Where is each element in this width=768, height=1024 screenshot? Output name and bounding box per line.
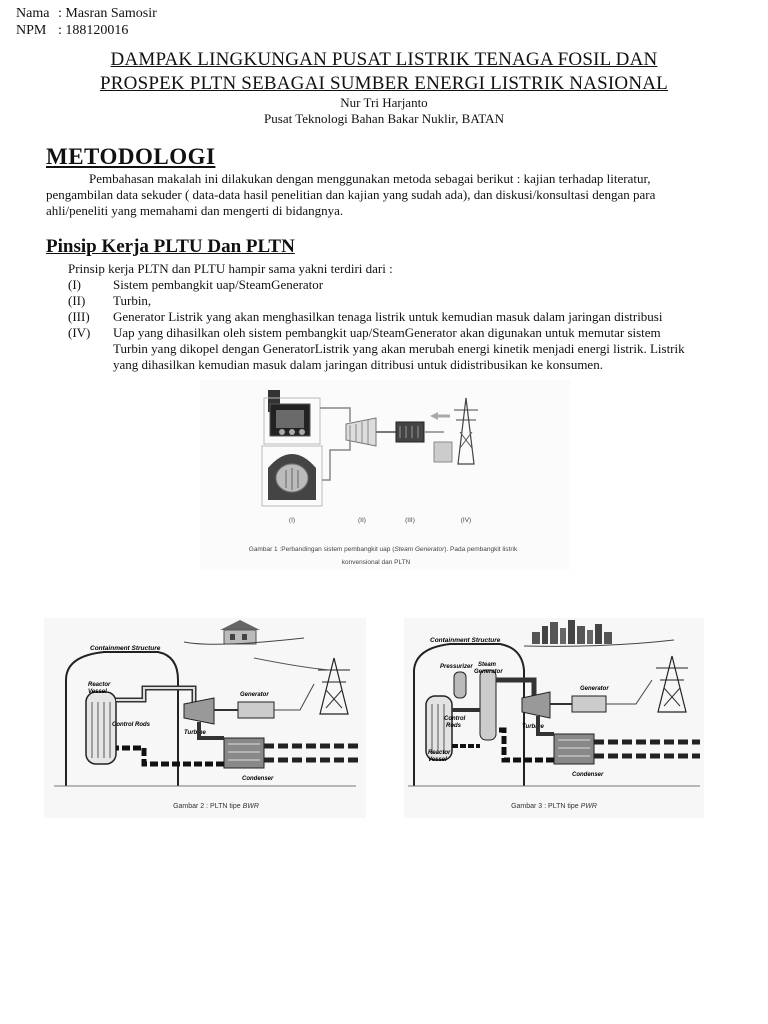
prinsip-intro: Prinsip kerja PLTN dan PLTU hampir sama yakni terdiri dari : — [68, 261, 393, 276]
name-label: Nama — [16, 6, 50, 21]
control-rods-label-2: Rods — [446, 723, 461, 729]
fig1-label: (II) — [358, 517, 366, 524]
containment-label: Containment Structure — [430, 637, 501, 644]
fig1-label: (IV) — [460, 517, 472, 524]
figure-2-diagram — [44, 618, 366, 818]
metodologi-line-2: pengambilan data sekuder ( data-data hasil penelitian dan kajian yang sudah ada), dan diskusi/konsultasi dengan para — [46, 187, 656, 202]
reactor-vessel — [86, 692, 116, 764]
condenser-label: Condenser — [572, 772, 604, 778]
list-item-text: Turbin yang dikopel dengan GeneratorListrik yang akan merubah energi kinetik menjadi energi listrik. Listrik — [113, 341, 685, 356]
figure-1-caption-2: konvensional dan PLTN — [341, 559, 411, 566]
reactor-dome-icon — [268, 454, 316, 500]
list-item-num: (III) — [68, 309, 90, 324]
list-item-text: Uap yang dihasilkan oleh sistem pembangkit uap/SteamGenerator akan digunakan untuk memutar sistem — [113, 325, 661, 340]
npm-line — [16, 22, 128, 39]
generator-label: Generator — [580, 686, 609, 692]
steam-generator-icon — [480, 670, 496, 740]
list-item-num: (II) — [68, 293, 86, 308]
list-item-text: Generator Listrik yang akan menghasilkan tenaga listrik untuk kemudian masuk dalam jaringan distribusi — [113, 309, 663, 324]
transformer-icon — [434, 442, 452, 462]
figure-3-diagram — [404, 618, 704, 818]
figure-1-diagram — [200, 380, 570, 570]
prinsip-heading: Pinsip Kerja PLTU Dan PLTN — [46, 236, 295, 257]
name-line — [16, 5, 157, 22]
affiliation: Pusat Teknologi Bahan Bakar Nuklir, BATAN — [264, 111, 504, 126]
fig1-label: (III) — [405, 517, 415, 524]
reactor-vessel-label-2: Vessel — [428, 757, 447, 763]
turbine-label: Turbine — [184, 730, 206, 736]
npm-value: : 188120016 — [58, 23, 129, 38]
figure-1 — [200, 380, 570, 570]
title-line-1: DAMPAK LINGKUNGAN PUSAT LISTRIK TENAGA FOSIL DAN — [110, 49, 658, 70]
control-rods-label: Control Rods — [112, 722, 150, 728]
control-rods-label: Control — [444, 716, 466, 722]
metodologi-heading: METODOLOGI — [46, 144, 216, 169]
list-item-text: Turbin, — [113, 293, 152, 308]
list-item-num: (I) — [68, 277, 81, 292]
metodologi-line-1: Pembahasan makalah ini dilakukan dengan menggunakan metoda sebagai berikut : kajian terhadap literatur, — [89, 171, 651, 186]
condenser-label: Condenser — [242, 776, 274, 782]
pressurizer-icon — [454, 672, 466, 698]
list-item-num: (IV) — [68, 325, 91, 340]
generator-icon — [572, 696, 606, 712]
title-line-2: PROSPEK PLTN SEBAGAI SUMBER ENERGI LISTRIK NASIONAL — [100, 73, 668, 94]
figure-2 — [44, 618, 366, 818]
generator-label: Generator — [240, 692, 269, 698]
reactor-vessel-label: Reactor — [428, 750, 451, 756]
npm-label: NPM — [16, 23, 47, 38]
reactor-vessel-label-2: Vessel — [88, 689, 107, 695]
name-value: : Masran Samosir — [58, 6, 157, 21]
containment-label: Containment Structure — [90, 645, 161, 652]
turbine-label: Turbine — [522, 724, 544, 730]
figure-1-caption-1: Gambar 1 :Perbandingan sistem pembangkit uap (Steam Generator). Pada pembangkit listrik — [248, 546, 518, 553]
fig1-label: (I) — [288, 517, 296, 524]
figure-3 — [404, 618, 704, 818]
list-item-text: Sistem pembangkit uap/SteamGenerator — [113, 277, 324, 292]
steam-generator-label-2: Generator — [474, 669, 503, 675]
steam-generator-label: Steam — [478, 662, 497, 668]
generator-icon — [238, 702, 274, 718]
condenser-icon — [554, 734, 594, 764]
figure-2-caption: Gambar 2 : PLTN tipe BWR — [173, 803, 259, 810]
generator-icon — [396, 422, 424, 442]
condenser-icon — [224, 738, 264, 768]
reactor-vessel-label: Reactor — [88, 682, 111, 688]
list-item-text: yang dihasilkan kemudian masuk dalam jaringan ditribusi untuk didistribusikan ke konsumen. — [113, 357, 603, 372]
metodologi-line-3: ahli/peneliti yang memahami dan mengerti di bidangnya. — [46, 203, 344, 218]
figure-3-caption: Gambar 3 : PLTN tipe PWR — [511, 803, 597, 810]
pressurizer-label: Pressurizer — [440, 664, 473, 670]
author: Nur Tri Harjanto — [340, 95, 428, 110]
